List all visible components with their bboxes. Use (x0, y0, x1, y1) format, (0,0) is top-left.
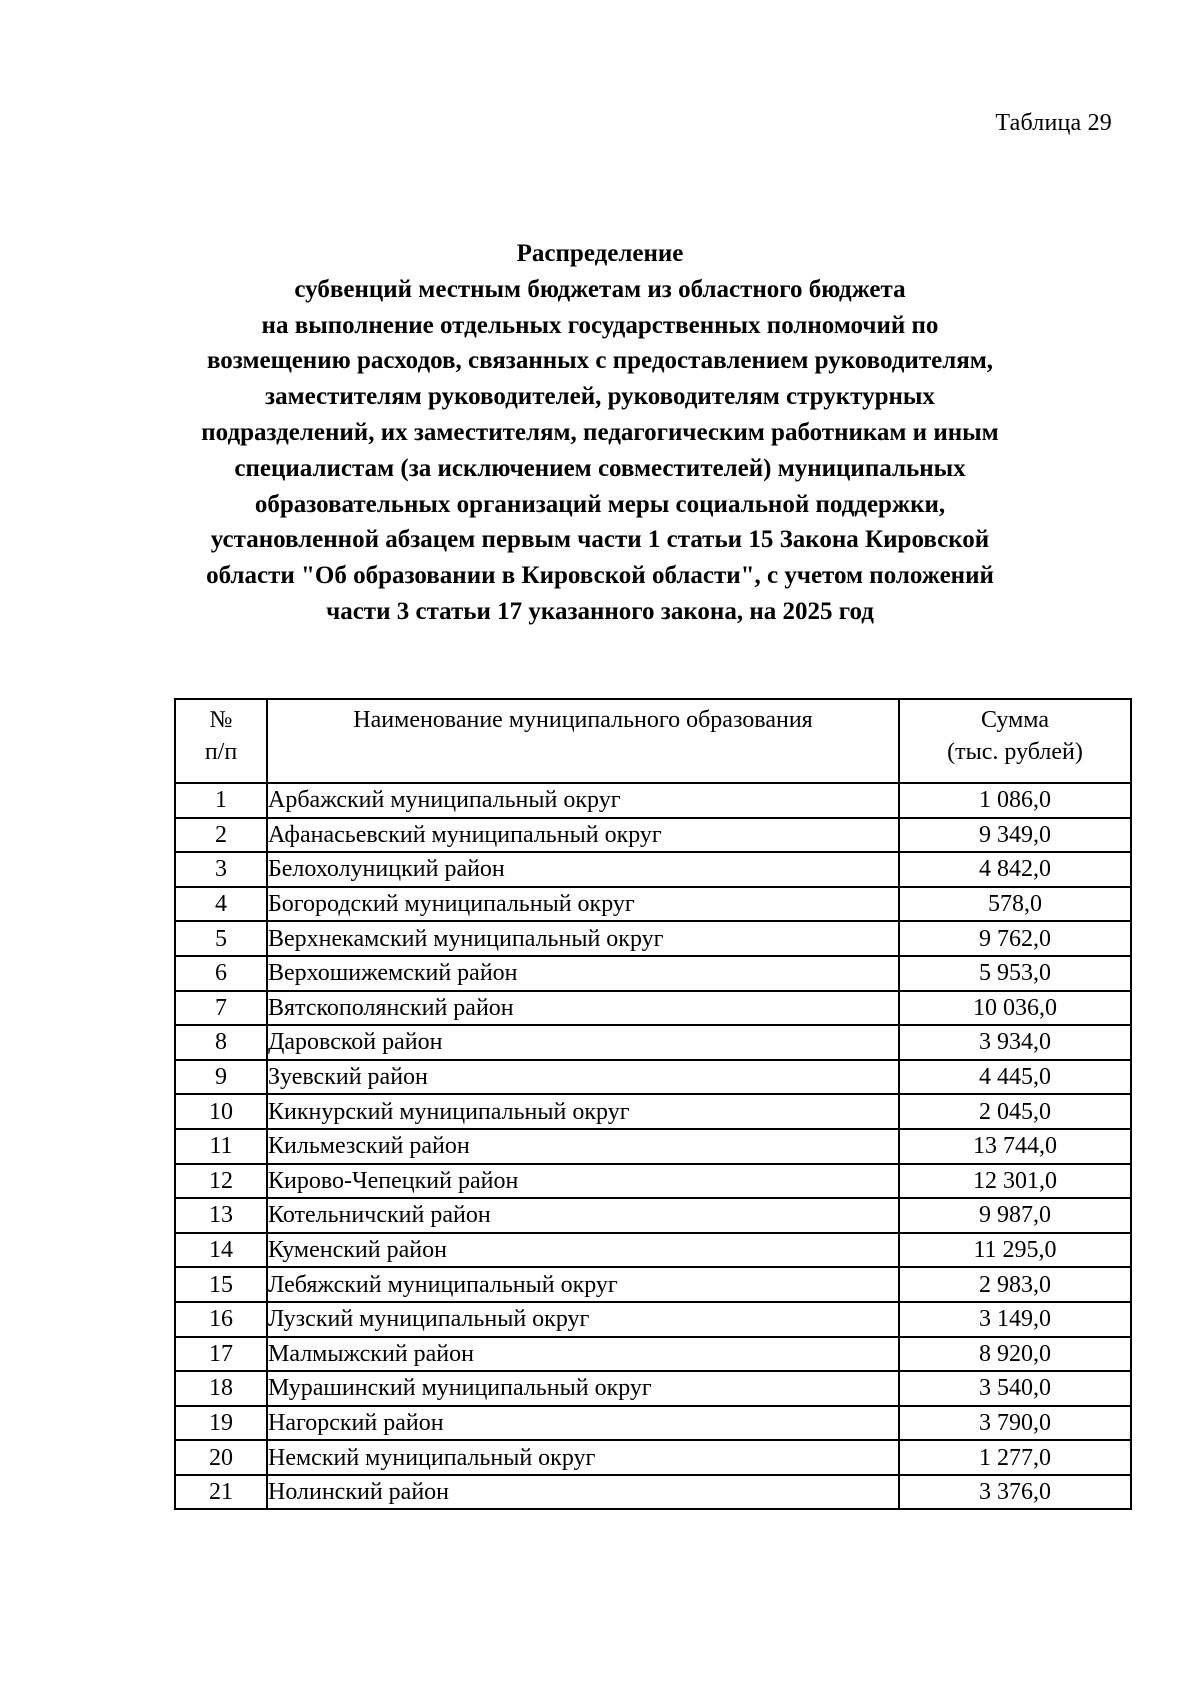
row-sum: 10 036,0 (899, 991, 1131, 1026)
row-name: Мурашинский муниципальный округ (267, 1371, 899, 1406)
table-row (175, 1198, 1131, 1233)
header-name: Наименование муниципального образования (267, 699, 899, 783)
table-row (175, 783, 1131, 818)
title-line: области "Об образовании в Кировской области", с учетом положений (206, 562, 994, 590)
row-number: 14 (175, 1233, 267, 1268)
row-sum: 9 762,0 (899, 921, 1131, 956)
row-name: Арбажский муниципальный округ (267, 783, 899, 818)
row-sum: 2 983,0 (899, 1267, 1131, 1302)
row-sum: 4 842,0 (899, 852, 1131, 887)
row-number: 20 (175, 1440, 267, 1475)
table-row (175, 1129, 1131, 1164)
row-number: 7 (175, 991, 267, 1026)
document-title (0, 236, 1200, 630)
row-number: 4 (175, 887, 267, 922)
row-sum: 12 301,0 (899, 1164, 1131, 1199)
row-name: Лузский муниципальный округ (267, 1302, 899, 1337)
row-number: 10 (175, 1094, 267, 1129)
table-row (175, 1267, 1131, 1302)
row-name: Малмыжский район (267, 1337, 899, 1372)
row-name: Немский муниципальный округ (267, 1440, 899, 1475)
title-line: заместителям руководителей, руководителям структурных (265, 383, 935, 411)
table-row (175, 1060, 1131, 1095)
table-row (175, 1337, 1131, 1372)
header-sum (899, 699, 1131, 783)
row-name: Богородский муниципальный округ (267, 887, 899, 922)
row-name: Кикнурский муниципальный округ (267, 1094, 899, 1129)
table-header-row (175, 699, 1131, 783)
title-line: части 3 статьи 17 указанного закона, на 2025 год (326, 597, 874, 625)
table-number-label: Таблица 29 (995, 110, 1112, 136)
row-number: 15 (175, 1267, 267, 1302)
table-row (175, 1406, 1131, 1441)
table-row (175, 1233, 1131, 1268)
row-name: Верхошижемский район (267, 956, 899, 991)
table-row (175, 1025, 1131, 1060)
table-body (175, 783, 1131, 1509)
row-name: Лебяжский муниципальный округ (267, 1267, 899, 1302)
title-line: возмещению расходов, связанных с предоставлением руководителям, (206, 347, 994, 375)
row-sum: 9 349,0 (899, 818, 1131, 853)
title-line: образовательных организаций меры социальной поддержки, (254, 490, 946, 518)
table-row (175, 956, 1131, 991)
row-sum: 1 277,0 (899, 1440, 1131, 1475)
row-number: 16 (175, 1302, 267, 1337)
distribution-table (174, 698, 1132, 1510)
row-number: 5 (175, 921, 267, 956)
row-number: 1 (175, 783, 267, 818)
row-name: Даровской район (267, 1025, 899, 1060)
row-sum: 2 045,0 (899, 1094, 1131, 1129)
header-sum-title: Сумма (981, 707, 1049, 733)
table-row (175, 1440, 1131, 1475)
row-sum: 3 376,0 (899, 1475, 1131, 1510)
row-number: 8 (175, 1025, 267, 1060)
row-name: Зуевский район (267, 1060, 899, 1095)
row-name: Белохолуницкий район (267, 852, 899, 887)
row-sum: 5 953,0 (899, 956, 1131, 991)
row-name: Куменский район (267, 1233, 899, 1268)
table-row (175, 1164, 1131, 1199)
row-sum: 578,0 (899, 887, 1131, 922)
title-line: установленной абзацем первым части 1 статьи 15 Закона Кировской (210, 526, 990, 554)
row-number: 12 (175, 1164, 267, 1199)
row-number: 13 (175, 1198, 267, 1233)
row-number: 3 (175, 852, 267, 887)
row-number: 17 (175, 1337, 267, 1372)
row-name: Кильмезский район (267, 1129, 899, 1164)
table-row (175, 818, 1131, 853)
row-number: 11 (175, 1129, 267, 1164)
row-name: Нолинский район (267, 1475, 899, 1510)
table-row (175, 887, 1131, 922)
row-number: 21 (175, 1475, 267, 1510)
row-name: Котельничский район (267, 1198, 899, 1233)
row-number: 6 (175, 956, 267, 991)
row-sum: 3 149,0 (899, 1302, 1131, 1337)
table-row (175, 1371, 1131, 1406)
row-sum: 1 086,0 (899, 783, 1131, 818)
row-number: 18 (175, 1371, 267, 1406)
row-sum: 11 295,0 (899, 1233, 1131, 1268)
title-line: Распределение (516, 240, 684, 267)
row-sum: 9 987,0 (899, 1198, 1131, 1233)
row-name: Афанасьевский муниципальный округ (267, 818, 899, 853)
header-number (175, 699, 267, 783)
row-name: Верхнекамский муниципальный округ (267, 921, 899, 956)
title-line: на выполнение отдельных государственных полномочий по (261, 311, 939, 339)
row-sum: 3 934,0 (899, 1025, 1131, 1060)
title-line: специалистам (за исключением совместителей) муниципальных (234, 454, 966, 482)
title-line: подразделений, их заместителям, педагогическим работникам и иным (201, 418, 999, 446)
row-sum: 8 920,0 (899, 1337, 1131, 1372)
row-sum: 13 744,0 (899, 1129, 1131, 1164)
row-sum: 3 790,0 (899, 1406, 1131, 1441)
table-row (175, 1475, 1131, 1510)
row-name: Кирово-Чепецкий район (267, 1164, 899, 1199)
table-row (175, 1302, 1131, 1337)
table-row (175, 852, 1131, 887)
table-row (175, 991, 1131, 1026)
row-name: Нагорский район (267, 1406, 899, 1441)
row-number: 19 (175, 1406, 267, 1441)
header-number-abbr: п/п (204, 739, 238, 765)
header-sum-unit: (тыс. рублей) (947, 739, 1083, 765)
row-sum: 4 445,0 (899, 1060, 1131, 1095)
row-number: 9 (175, 1060, 267, 1095)
table-row (175, 1094, 1131, 1129)
row-sum: 3 540,0 (899, 1371, 1131, 1406)
title-line: субвенций местным бюджетам из областного бюджета (294, 275, 906, 303)
table-row (175, 921, 1131, 956)
row-name: Вятскополянский район (267, 991, 899, 1026)
header-number-symbol: № (209, 707, 233, 733)
row-number: 2 (175, 818, 267, 853)
